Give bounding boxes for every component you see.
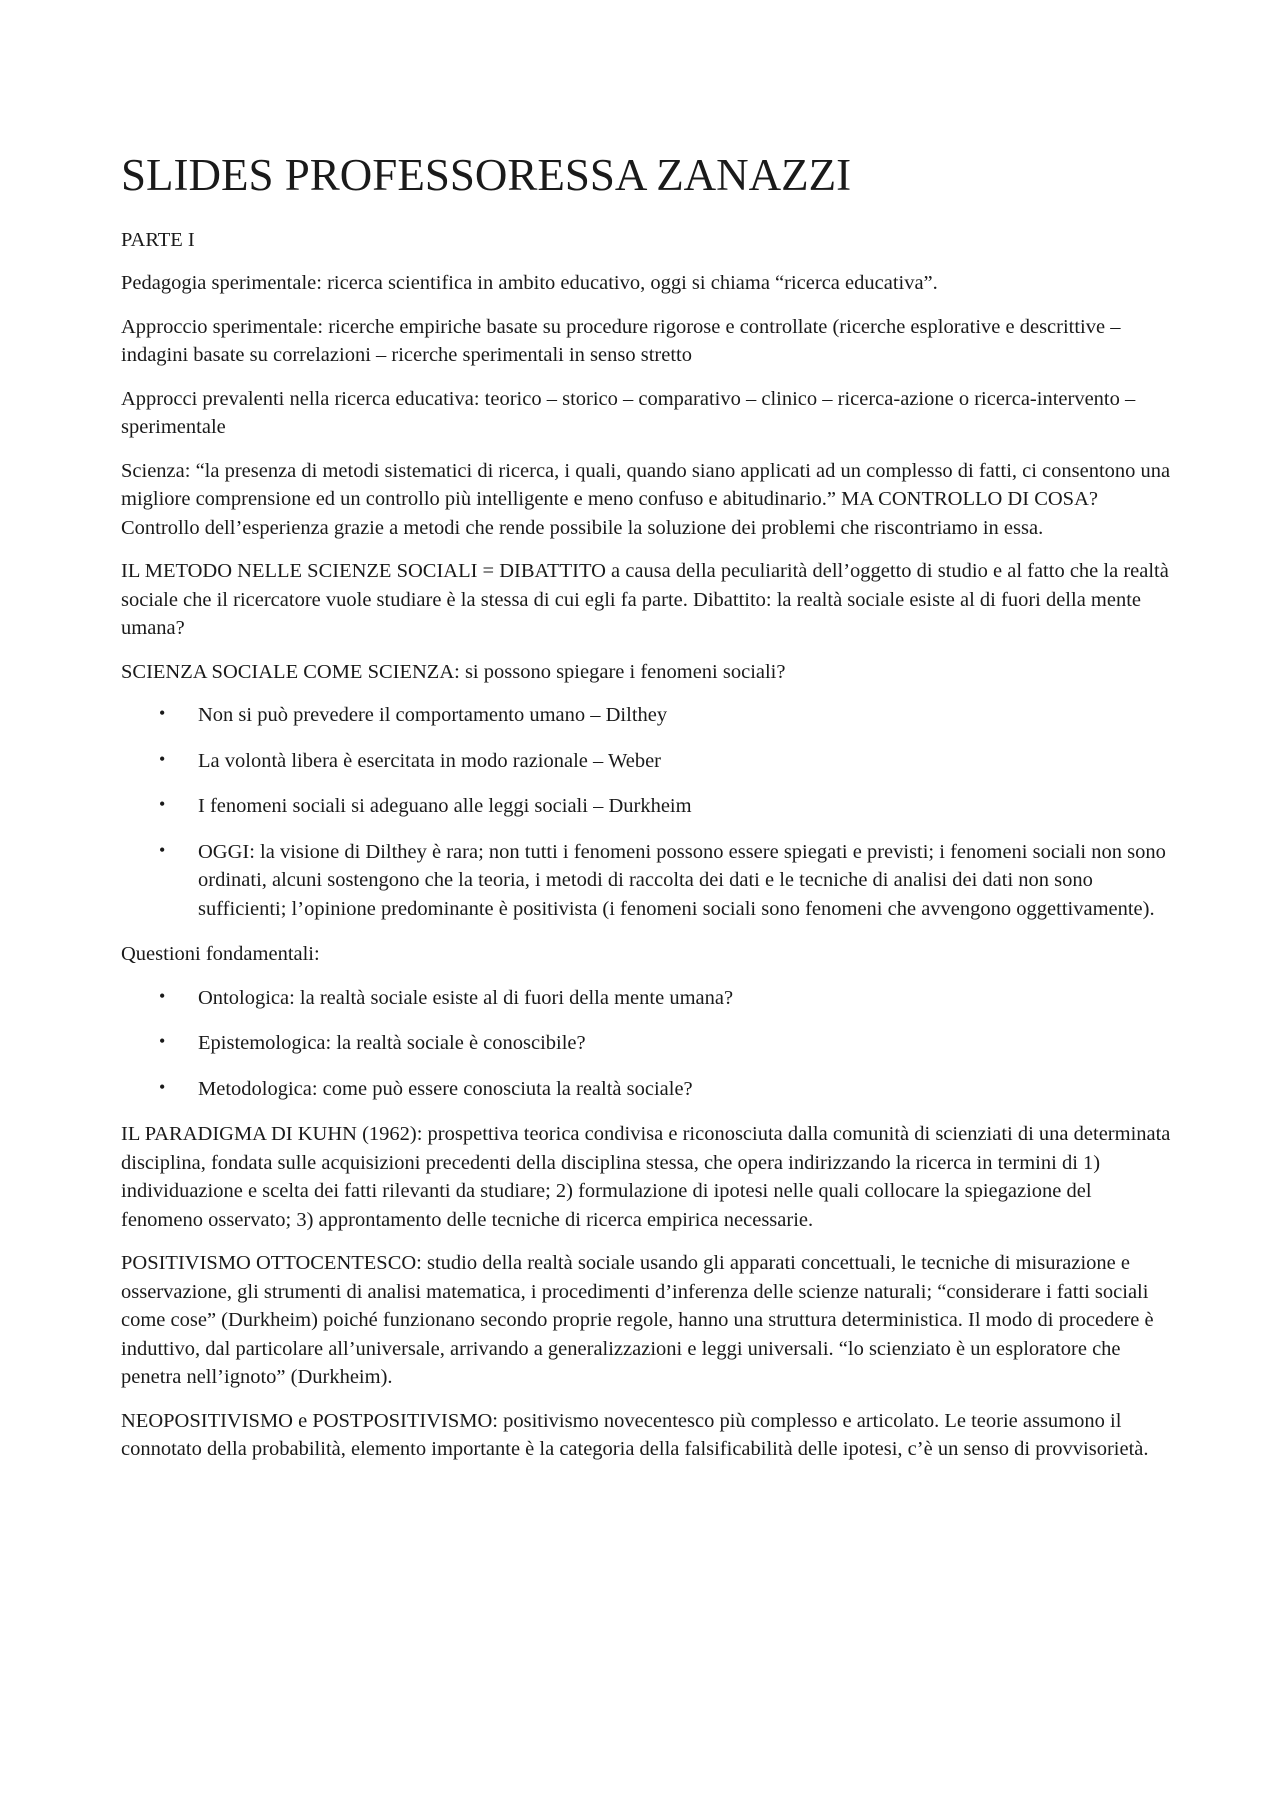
bullet-icon: •	[159, 839, 166, 860]
document-page	[121, 150, 1171, 1479]
bullet-icon: •	[159, 1076, 166, 1097]
list-item-text: La volontà libera è esercitata in modo razionale – Weber	[198, 749, 662, 772]
paragraph-pedagogia: Pedagogia sperimentale: ricerca scientifica in ambito educativo, oggi si chiama “ricerca educativa”.	[121, 272, 938, 295]
list-item-text: I fenomeni sociali si adeguano alle leggi sociali – Durkheim	[198, 795, 692, 818]
paragraph-approcci-prevalenti: Approcci prevalenti nella ricerca educativa: teorico – storico – comparativo – clinico – ricerca-azione o ricerca-intervento – sperimentale	[121, 387, 1136, 439]
bullet-icon: •	[159, 703, 166, 724]
list-item	[121, 1029, 1171, 1058]
bullet-icon: •	[159, 1031, 166, 1052]
list-item	[121, 838, 1171, 924]
bullet-list-scienza-sociale	[121, 701, 1171, 923]
part-label: PARTE I	[121, 228, 195, 251]
list-item-text: Metodologica: come può essere conosciuta la realtà sociale?	[198, 1077, 693, 1100]
paragraph-positivismo: POSITIVISMO OTTOCENTESCO: studio della realtà sociale usando gli apparati concettuali, le tecniche di misurazione e osservazione, gli strumenti di analisi matematica, i procedimenti d’inferenza delle scienze naturali; “considerare i fatti sociali come cose” (Durkheim) poiché funzionano secondo proprie regole, hanno una struttura deterministica. Il modo di procedere è induttivo, dal particolare all’universale, arrivando a generalizzazioni e leggi universali. “lo scienziato è un esploratore che penetra nell’ignoto” (Durkheim).	[121, 1252, 1154, 1389]
document-title: SLIDES PROFESSORESSA ZANAZZI	[121, 150, 852, 200]
paragraph-metodo-scienze-sociali: IL METODO NELLE SCIENZE SOCIALI = DIBATTITO a causa della peculiarità dell’oggetto di studio e al fatto che la realtà sociale che il ricercatore vuole studiare è la stessa di cui egli fa parte. Dibattito: la realtà sociale esiste al di fuori della mente umana?	[121, 560, 1169, 640]
paragraph-approccio: Approccio sperimentale: ricerche empiriche basate su procedure rigorose e controllate (ricerche esplorative e descrittive – indagini basate su correlazioni – ricerche sperimentali in senso stretto	[121, 315, 1121, 367]
list-item-text: Epistemologica: la realtà sociale è conoscibile?	[198, 1032, 586, 1055]
list-item	[121, 701, 1171, 730]
paragraph-paradigma-kuhn: IL PARADIGMA DI KUHN (1962): prospettiva teorica condivisa e riconosciuta dalla comunità di scienziati di una determinata disciplina, fondata sulle acquisizioni precedenti della disciplina stessa, che opera indirizzando la ricerca in termini di 1) individuazione e scelta dei fatti rilevanti da studiare; 2) formulazione di ipotesi nelle quali collocare la spiegazione del fenomeno osservato; 3) approntamento delle tecniche di ricerca empirica necessarie.	[121, 1123, 1171, 1231]
bullet-icon: •	[159, 985, 166, 1006]
list-item	[121, 792, 1171, 821]
list-item-text: OGGI: la visione di Dilthey è rara; non tutti i fenomeni possono essere spiegati e previsti; i fenomeni sociali non sono ordinati, alcuni sostengono che la teoria, i metodi di raccolta dei dati e le tecniche di analisi dei dati non sono sufficienti; l’opinione predominante è positivista (i fenomeni sociali sono fenomeni che avvengono oggettivamente).	[198, 840, 1166, 920]
bullet-list-questioni	[121, 984, 1171, 1104]
paragraph-scienza: Scienza: “la presenza di metodi sistematici di ricerca, i quali, quando siano applicati ad un complesso di fatti, ci consentono una migliore comprensione ed un controllo più intelligente e meno confuso e abitudinario.” MA CONTROLLO DI COSA? Controllo dell’esperienza grazie a metodi che rende possibile la soluzione dei problemi che riscontriamo in essa.	[121, 459, 1171, 539]
paragraph-neopositivismo: NEOPOSITIVISMO e POSTPOSITIVISMO: positivismo novecentesco più complesso e articolato. Le teorie assumono il connotato della probabilità, elemento importante è la categoria della falsificabilità delle ipotesi, c’è un senso di provvisorietà.	[121, 1409, 1149, 1461]
paragraph-scienza-sociale: SCIENZA SOCIALE COME SCIENZA: si possono spiegare i fenomeni sociali?	[121, 660, 786, 683]
list-item-text: Non si può prevedere il comportamento umano – Dilthey	[198, 704, 668, 727]
list-item	[121, 984, 1171, 1013]
bullet-icon: •	[159, 748, 166, 769]
list-item-text: Ontologica: la realtà sociale esiste al di fuori della mente umana?	[198, 986, 734, 1009]
list-item	[121, 1075, 1171, 1104]
questions-label: Questioni fondamentali:	[121, 943, 320, 966]
list-item	[121, 747, 1171, 776]
bullet-icon: •	[159, 794, 166, 815]
